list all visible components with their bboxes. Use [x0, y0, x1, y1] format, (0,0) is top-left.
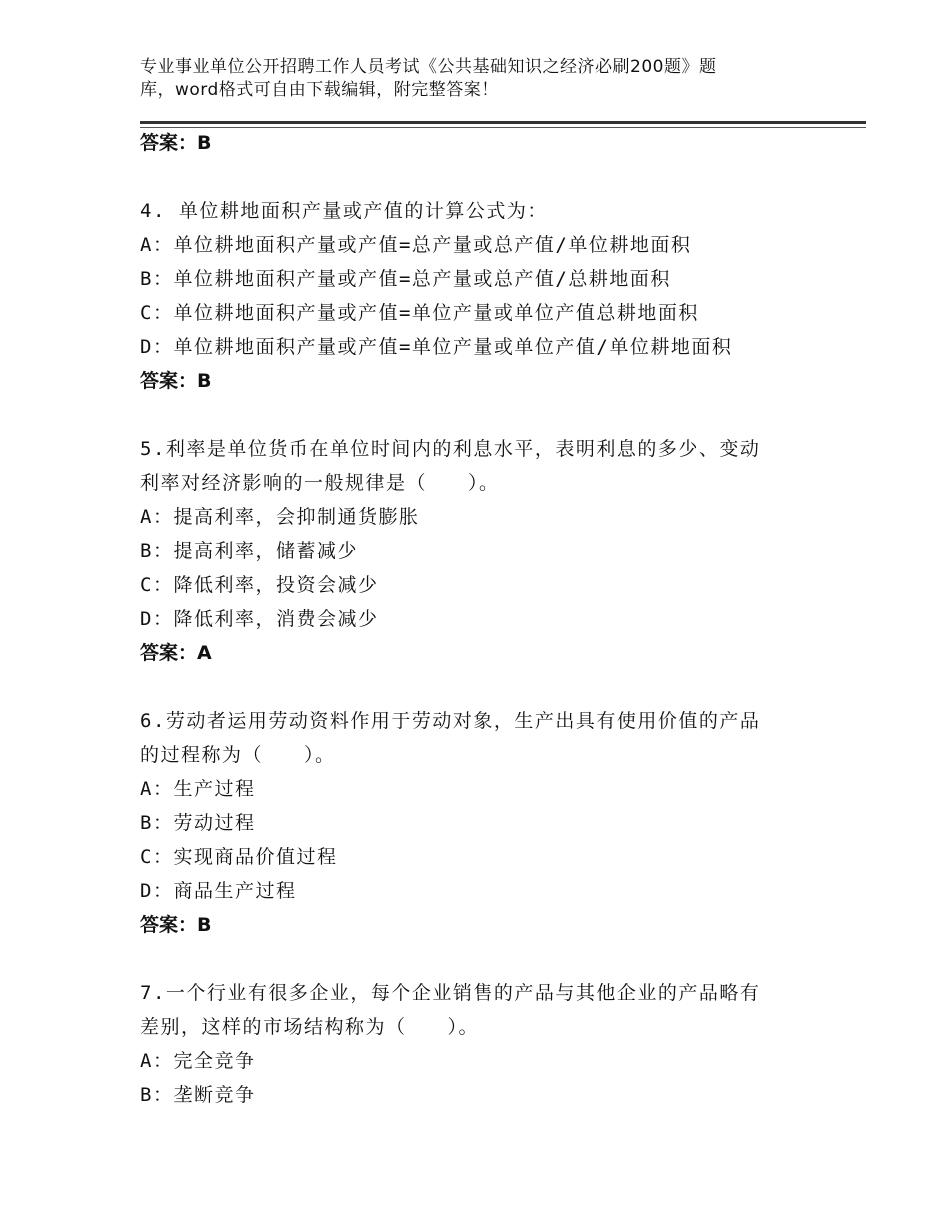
option-a: A：单位耕地面积产量或产值=总产量或总产值/单位耕地面积: [140, 234, 692, 256]
spacer: [140, 160, 866, 194]
option-c: C：实现商品价值过程: [140, 846, 338, 868]
header-rule-thick: [140, 121, 866, 124]
option-d: D：商品生产过程: [140, 880, 297, 902]
question-text: 的过程称为（ ）。: [140, 744, 336, 766]
option-b: B：劳动过程: [140, 812, 256, 834]
question-text: 5.利率是单位货币在单位时间内的利息水平，表明利息的多少、变动: [140, 438, 761, 460]
question-text: 差别，这样的市场结构称为（ ）。: [140, 1016, 480, 1038]
option-a: A：提高利率，会抑制通货膨胀: [140, 506, 420, 528]
document-header: [140, 56, 840, 102]
answer-label: 答案：B: [140, 132, 212, 154]
question-text: 7.一个行业有很多企业，每个企业销售的产品与其他企业的产品略有: [140, 982, 761, 1004]
question-block: [140, 976, 866, 1112]
option-c: C：单位耕地面积产量或产值=单位产量或单位产值总耕地面积: [140, 302, 699, 324]
option-b: B：垄断竞争: [140, 1084, 256, 1106]
question-text: 4. 单位耕地面积产量或产值的计算公式为：: [140, 200, 548, 222]
header-line-2: 库，word格式可自由下载编辑，附完整答案！: [140, 80, 499, 100]
spacer: [140, 398, 866, 432]
question-block: [140, 704, 866, 942]
question-block: [140, 194, 866, 398]
answer-label: 答案：B: [140, 914, 212, 936]
answer-label: 答案：B: [140, 370, 212, 392]
answer-label: 答案：A: [140, 642, 212, 664]
option-a: A：完全竞争: [140, 1050, 256, 1072]
question-text: 6.劳动者运用劳动资料作用于劳动对象，生产出具有使用价值的产品: [140, 710, 761, 732]
option-d: D：单位耕地面积产量或产值=单位产量或单位产值/单位耕地面积: [140, 336, 733, 358]
question-block: [140, 432, 866, 670]
header-line-1: 专业事业单位公开招聘工作人员考试《公共基础知识之经济必刷200题》题: [140, 57, 717, 77]
option-d: D：降低利率，消费会减少: [140, 608, 379, 630]
option-b: B：单位耕地面积产量或产值=总产量或总产值/总耕地面积: [140, 268, 671, 290]
option-b: B：提高利率，储蓄减少: [140, 540, 358, 562]
option-a: A：生产过程: [140, 778, 256, 800]
question-text: 利率对经济影响的一般规律是（ ）。: [140, 472, 500, 494]
question-list: [140, 126, 866, 1112]
spacer: [140, 670, 866, 704]
spacer: [140, 942, 866, 976]
option-c: C：降低利率，投资会减少: [140, 574, 379, 596]
